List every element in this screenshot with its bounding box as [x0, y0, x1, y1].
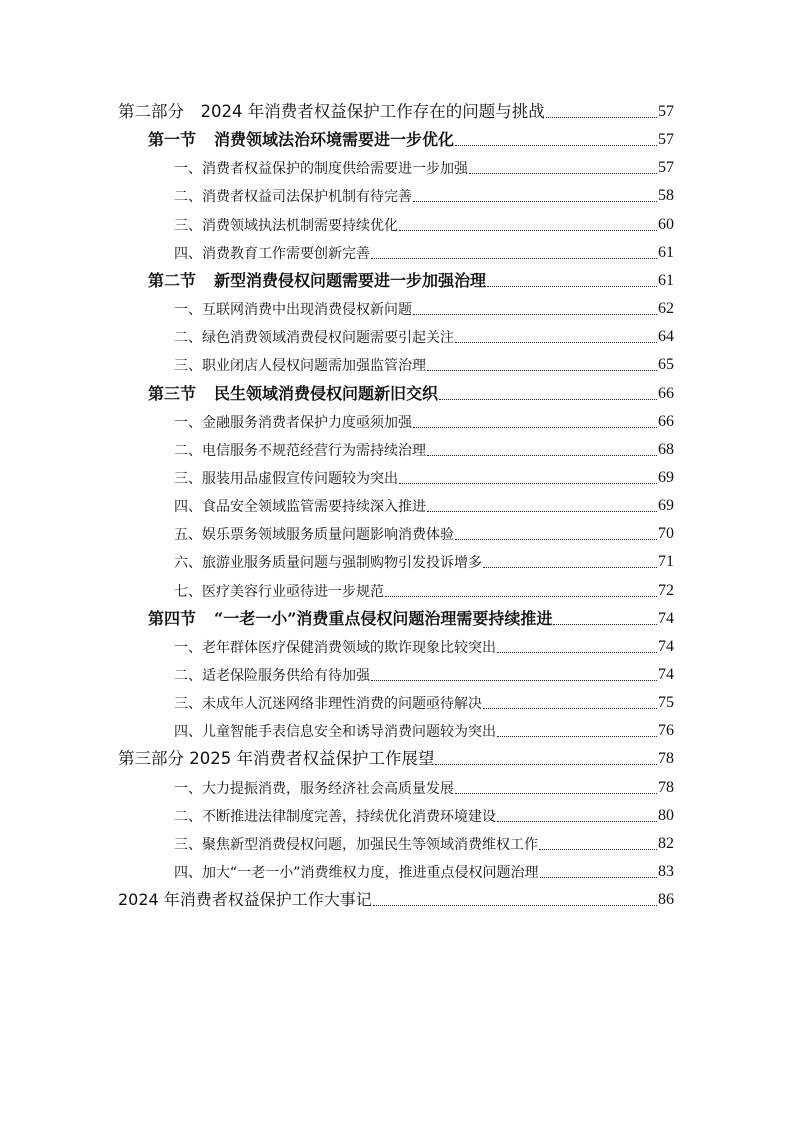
dot-leader: [399, 482, 657, 484]
toc-entry-item[interactable]: [174, 689, 674, 713]
toc-entry-item[interactable]: [174, 182, 674, 206]
toc-entry-title: [148, 608, 553, 629]
toc-entry-part[interactable]: [118, 745, 674, 769]
toc-entry-item[interactable]: [174, 577, 674, 601]
toc-entry-title: 一、大力提振消费，服务经济社会高质量发展: [174, 780, 454, 797]
dot-leader: [427, 454, 657, 456]
dot-leader: [539, 848, 657, 850]
toc-entry-item[interactable]: [174, 548, 674, 572]
page-number: 86: [658, 891, 674, 909]
dot-leader: [487, 285, 657, 287]
page-number: 76: [658, 722, 674, 740]
page-number: 61: [658, 271, 674, 289]
page-number: 60: [658, 215, 674, 233]
toc-entry-top[interactable]: [118, 886, 674, 910]
page-number: 61: [658, 243, 674, 261]
section-title: “一老一小”消费重点侵权问题治理需要持续推进: [214, 608, 553, 628]
dot-leader: [455, 538, 657, 540]
dot-leader: [373, 904, 657, 906]
dot-leader: [455, 144, 657, 146]
dot-leader: [371, 679, 657, 681]
toc-entry-title: 三、未成年人沉迷网络非理性消费的问题亟待解决: [174, 696, 482, 713]
toc-entry-title: 第二部分 2024 年消费者权益保护工作存在的问题与挑战: [118, 101, 545, 121]
dot-leader: [439, 398, 657, 400]
toc-entry-item[interactable]: [174, 323, 674, 347]
dot-leader: [413, 200, 657, 202]
toc-entry-title: 二、消费者权益司法保护机制有待完善: [174, 189, 412, 206]
section-number: 第三节: [148, 383, 197, 403]
toc-entry-title: 六、旅游业服务质量问题与强制购物引发投诉增多: [174, 555, 482, 572]
dot-leader: [413, 313, 657, 315]
toc-entry-sec[interactable]: [148, 605, 674, 629]
toc-entry-item[interactable]: [174, 520, 674, 544]
toc-entry-title: 四、消费教育工作需要创新完善: [174, 245, 370, 262]
toc-entry-title: 四、儿童智能手表信息安全和诱导消费问题较为突出: [174, 724, 496, 741]
toc-entry-title: 七、医疗美容行业亟待进一步规范: [174, 583, 384, 600]
page-number: 74: [658, 609, 674, 627]
page-number: 80: [658, 806, 674, 824]
toc-entry-item[interactable]: [174, 858, 674, 882]
page-number: 72: [658, 581, 674, 599]
page-number: 66: [658, 412, 674, 430]
toc-entry-title: 四、食品安全领域监管需要持续深入推进: [174, 499, 426, 516]
toc-entry-item[interactable]: [174, 295, 674, 319]
page-number: 57: [658, 159, 674, 177]
toc-entry-title: 三、服装用品虚假宣传问题较为突出: [174, 470, 398, 487]
page-number: 78: [658, 750, 674, 768]
dot-leader: [385, 595, 657, 597]
page-number: 78: [658, 778, 674, 796]
page-number: 70: [658, 525, 674, 543]
page-number: 69: [658, 497, 674, 515]
section-number: 第二节: [148, 270, 197, 290]
section-title: 新型消费侵权问题需要进一步加强治理: [214, 270, 487, 290]
dot-leader: [483, 566, 657, 568]
dot-leader: [497, 820, 657, 822]
dot-leader: [399, 229, 657, 231]
toc-entry-item[interactable]: [174, 211, 674, 235]
toc-entry-title: 三、聚焦新型消费侵权问题，加强民生等领域消费维权工作: [174, 836, 538, 853]
page-number: 58: [658, 187, 674, 205]
dot-leader: [483, 707, 657, 709]
toc-entry-title: 四、加大“一老一小”消费维权力度，推进重点侵权问题治理: [174, 865, 539, 882]
toc-entry-part[interactable]: [118, 98, 674, 122]
toc-entry-title: 二、电信服务不规范经营行为需持续治理: [174, 442, 426, 459]
section-number: 第四节: [148, 608, 197, 628]
toc-entry-title: 一、老年群体医疗保健消费领域的欺诈现象比较突出: [174, 639, 496, 656]
page-number: 65: [658, 356, 674, 374]
dot-leader: [469, 172, 657, 174]
toc-entry-title: 二、适老保险服务供给有待加强: [174, 668, 370, 684]
toc-entry-item[interactable]: [174, 239, 674, 263]
dot-leader: [497, 735, 657, 737]
toc-entry-title: [148, 270, 487, 291]
dot-leader: [427, 510, 657, 512]
toc-entry-title: [148, 383, 439, 404]
section-title: 消费领域法治环境需要进一步优化: [214, 130, 455, 150]
toc-entry-item[interactable]: [174, 717, 674, 741]
page-number: 68: [658, 440, 674, 458]
toc-entry-item[interactable]: [174, 661, 674, 685]
page-number: 69: [658, 468, 674, 486]
toc-entry-item[interactable]: [174, 154, 674, 178]
page-number: 74: [658, 666, 674, 683]
toc-entry-title: 2024 年消费者权益保护工作大事记: [118, 890, 372, 910]
page-number: 71: [658, 553, 674, 571]
toc-entry-item[interactable]: [174, 464, 674, 488]
section-title: 民生领域消费侵权问题新旧交织: [214, 383, 439, 403]
toc-entry-item[interactable]: [174, 802, 674, 826]
toc-entry-item[interactable]: [174, 492, 674, 516]
dot-leader: [413, 426, 657, 428]
page-number: 62: [658, 300, 674, 318]
toc-entry-sec[interactable]: [148, 267, 674, 291]
dot-leader: [435, 763, 657, 765]
toc-entry-item[interactable]: [174, 830, 674, 854]
toc-entry-item[interactable]: [174, 633, 674, 657]
toc-entry-item[interactable]: [174, 351, 674, 375]
toc-entry-sec[interactable]: [148, 380, 674, 404]
toc-entry-title: 三、消费领域执法机制需要持续优化: [174, 217, 398, 234]
toc-entry-sec[interactable]: [148, 126, 674, 150]
page-number: 66: [658, 384, 674, 402]
dot-leader: [455, 792, 657, 794]
page-number: 57: [658, 103, 674, 120]
page-number: 82: [658, 834, 674, 852]
toc-entry-title: [148, 132, 454, 150]
dot-leader: [371, 257, 657, 259]
toc-entry-title: 五、娱乐票务领域服务质量问题影响消费体验: [174, 527, 454, 544]
page-number: 57: [658, 131, 674, 149]
page-number: 75: [658, 694, 674, 712]
toc-entry-item[interactable]: [174, 408, 674, 432]
toc-entry-item[interactable]: [174, 436, 674, 460]
toc-entry-title: 二、不断推进法律制度完善，持续优化消费环境建设: [174, 808, 496, 825]
toc-entry-title: 一、金融服务消费者保护力度亟须加强: [174, 414, 412, 431]
dot-leader: [553, 623, 657, 625]
page-number: 74: [658, 637, 674, 655]
toc-entry-title: 二、绿色消费领域消费侵权问题需要引起关注: [174, 330, 454, 347]
page-number: 64: [658, 328, 674, 346]
toc-entry-title: 一、消费者权益保护的制度供给需要进一步加强: [174, 161, 468, 178]
dot-leader: [427, 369, 657, 371]
dot-leader: [540, 876, 657, 878]
section-number: 第一节: [148, 130, 197, 150]
dot-leader: [546, 116, 657, 118]
toc-entry-title: 三、职业闭店人侵权问题需加强监管治理: [174, 358, 426, 375]
toc-entry-item[interactable]: [174, 774, 674, 798]
toc-entry-title: 一、互联网消费中出现消费侵权新问题: [174, 302, 412, 319]
dot-leader: [455, 341, 657, 343]
page-number: 83: [658, 863, 674, 881]
dot-leader: [497, 651, 657, 653]
toc-entry-title: 第三部分 2025 年消费者权益保护工作展望: [118, 748, 435, 768]
